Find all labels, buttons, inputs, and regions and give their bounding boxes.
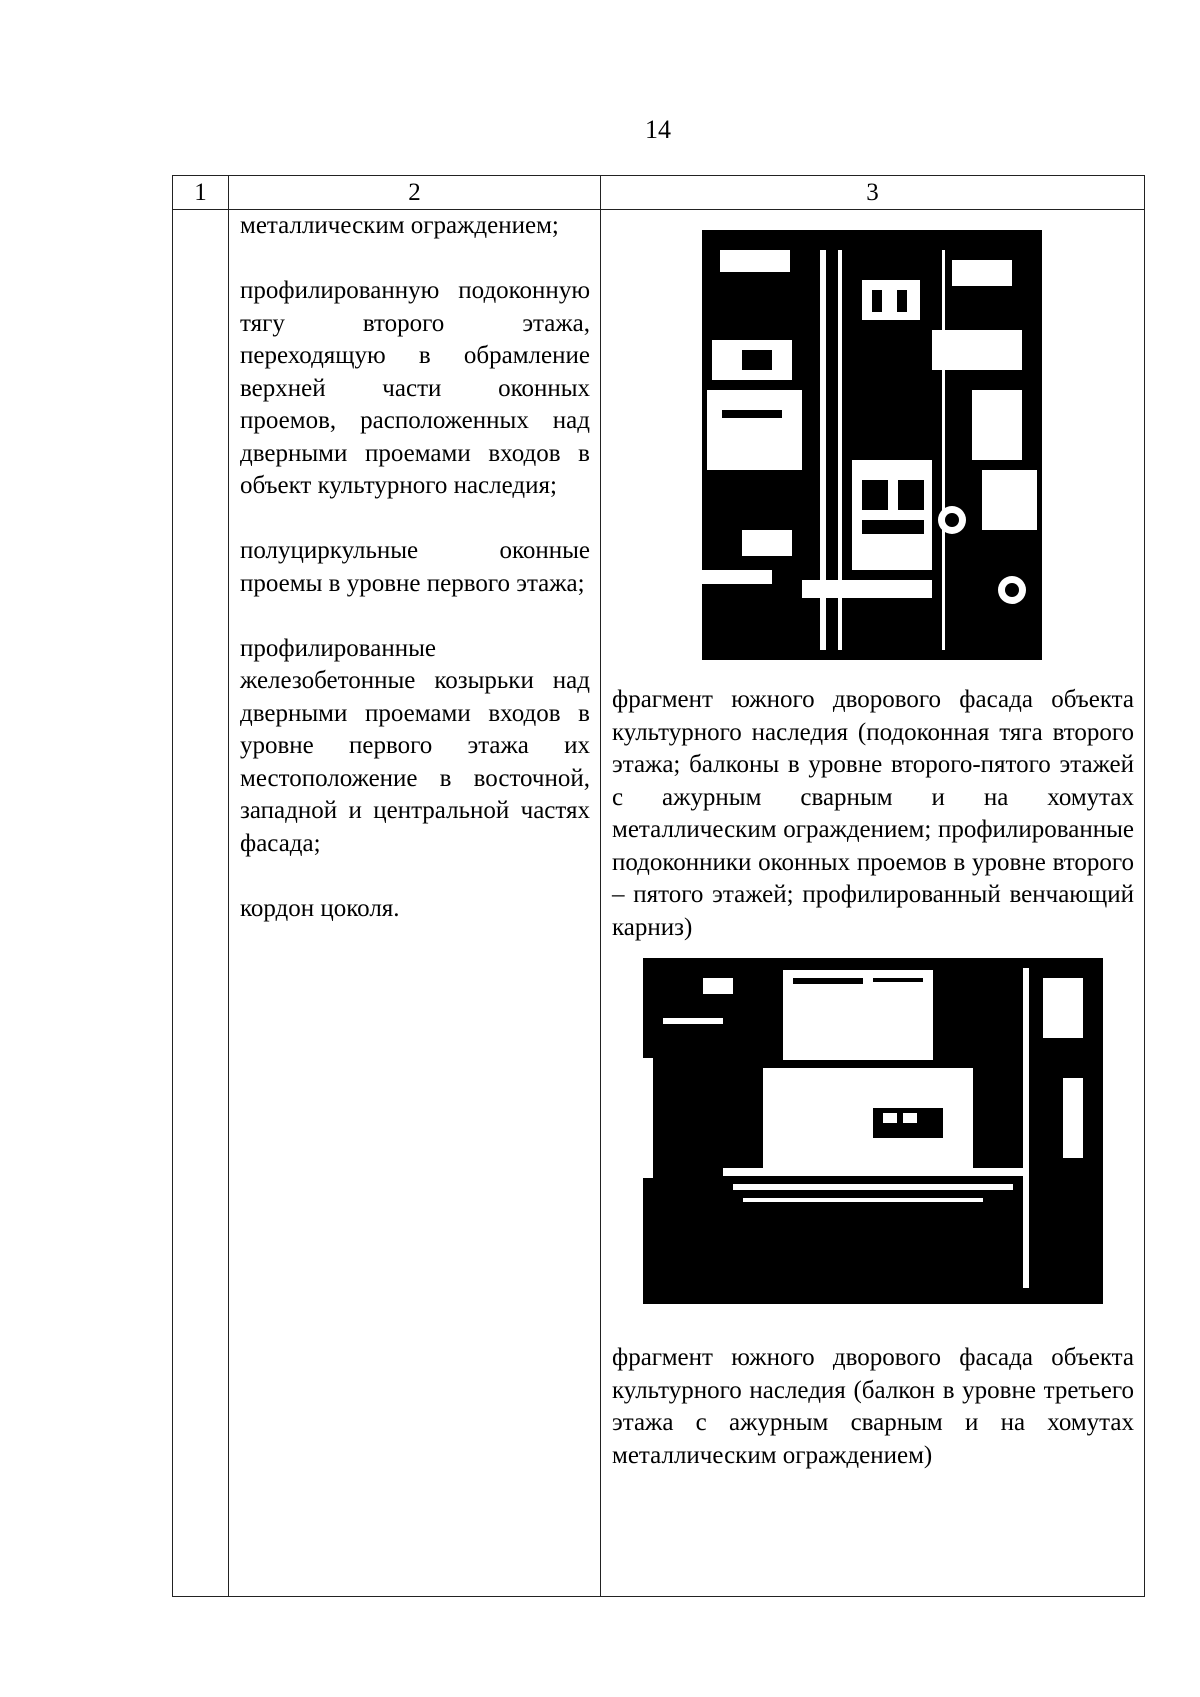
list-item: металлическим ограждением; bbox=[240, 212, 559, 239]
list-item: профилированные железобетонные козырьки над дверными проемами входов в уровне первого этажа их местоположение в восточной, западной и центральной частях фасада; bbox=[240, 634, 590, 857]
photo-2-caption: фрагмент южного дворового фасада объекта культурного наследия (балкон в уровне третьего этажа с ажурным сварным и на хомутах металлическим ограждением) bbox=[612, 1344, 1134, 1469]
list-item: профилированную подоконную тягу второго этажа, переходящую в обрамление верхней части оконных проемов, расположенных над дверными проемами входов в объект культурного наследия; bbox=[240, 277, 590, 499]
facade-photo-2 bbox=[643, 958, 1103, 1304]
list-item: кордон цоколя. bbox=[240, 894, 400, 922]
page-number: 14 bbox=[645, 115, 671, 144]
table-header-row bbox=[173, 176, 1145, 210]
list-item: полуциркульные оконные проемы в уровне первого этажа; bbox=[240, 537, 590, 597]
column-2-cell bbox=[229, 210, 601, 1597]
heritage-table bbox=[172, 175, 1145, 1597]
elements-list bbox=[229, 210, 600, 925]
column-header-2: 2 bbox=[229, 176, 601, 210]
column-header-3: 3 bbox=[601, 176, 1145, 210]
photo-1-caption: фрагмент южного дворового фасада объекта культурного наследия (подоконная тяга второго этажа; балконы в уровне второго-пятого этажей с ажурным сварным и на хомутах металлическим ограждением; профилированные подоконники оконных проемов в уровне второго – пятого этажей; профилированный венчающий карниз) bbox=[612, 686, 1134, 941]
table-row bbox=[173, 210, 1145, 1597]
column-header-1: 1 bbox=[173, 176, 229, 210]
column-1-cell bbox=[173, 210, 229, 1597]
facade-photo-1 bbox=[702, 230, 1042, 660]
column-3-cell bbox=[601, 210, 1145, 1597]
